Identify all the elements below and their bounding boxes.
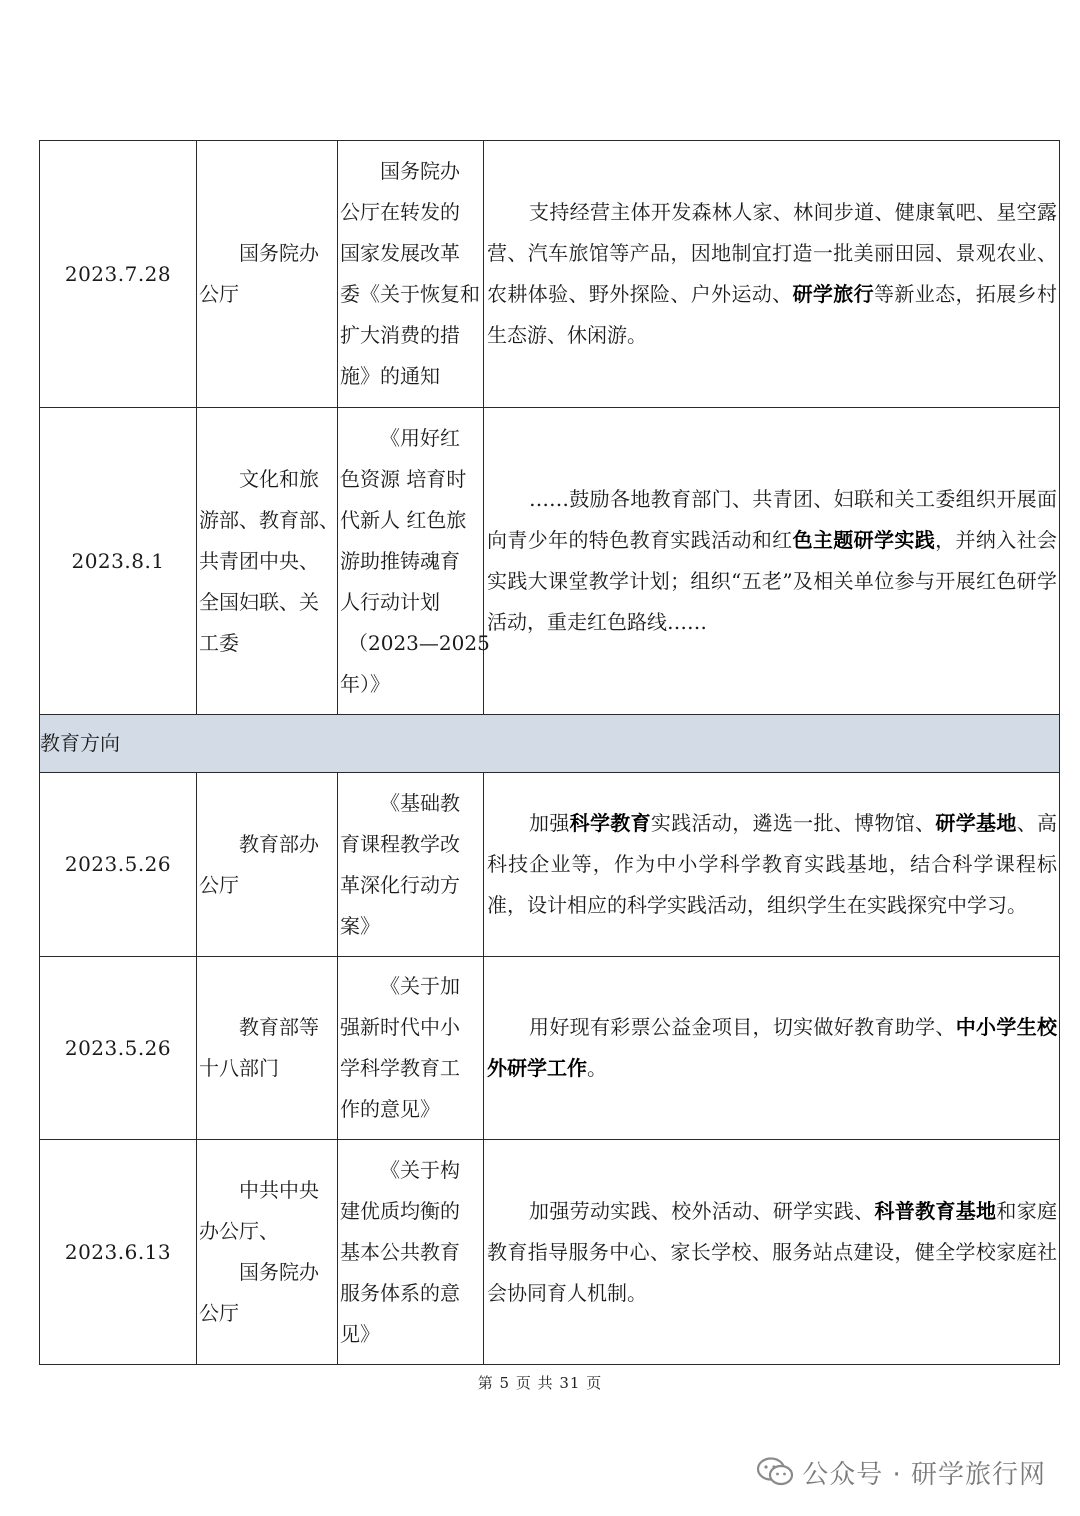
text-line: 十八部门 (199, 1056, 279, 1080)
text-line: 国务院办 (239, 241, 319, 265)
content-cell (484, 957, 1060, 1140)
text-line: 委《关于恢复和 (340, 282, 480, 306)
page-number: 第 5 页 共 31 页 (477, 1374, 603, 1392)
content-cell (484, 141, 1060, 408)
text-line: 革深化行动方 (340, 872, 460, 897)
text-line: 教育部等 (239, 1015, 319, 1039)
highlight-text: 科学教育 (569, 811, 651, 835)
text-line: 服务体系的意 (340, 1280, 460, 1305)
text-line: 中共中央 (239, 1178, 319, 1202)
text-line: 施》的通知 (340, 364, 440, 388)
text-line: 国务院办 (239, 1260, 319, 1284)
text-line: 游助推铸魂育 (340, 548, 460, 573)
date-cell: 2023.6.13 (40, 1140, 197, 1365)
date-cell: 2023.5.26 (40, 957, 197, 1140)
text-line: 案》 (340, 913, 380, 938)
text-line: 公厅 (199, 872, 239, 897)
section-row (40, 715, 1060, 773)
text-line: 色资源 培育时 (340, 466, 467, 491)
text-run: 实践活动，遴选一批、博物馆、 (650, 811, 936, 835)
text-line: 公厅 (199, 1301, 239, 1325)
text-line: 建优质均衡的 (340, 1198, 460, 1223)
dept-cell (197, 408, 338, 715)
text-line: （2023—2025 (348, 630, 490, 655)
text-run: 。 (587, 1056, 607, 1080)
date-cell: 2023.7.28 (40, 141, 197, 408)
text-line: 育课程教学改 (340, 831, 460, 856)
text-run: 、高科技企业等，作为中小学科学教育实践基地，结合科学课程标准，设计相应的科学实践活动，组织学生在实践探究中学习。 (487, 811, 1058, 917)
text-line: 作的意见》 (340, 1097, 440, 1121)
highlight-text: 研学基地 (935, 811, 1017, 835)
text-line: 学科学教育工 (340, 1056, 460, 1080)
text-line: 基本公共教育 (340, 1239, 460, 1264)
doc-cell (338, 957, 484, 1140)
content-cell (484, 1140, 1060, 1365)
wechat-icon (756, 1456, 794, 1488)
doc-cell (338, 1140, 484, 1365)
table-row (40, 408, 1060, 715)
content-cell (484, 773, 1060, 957)
text-line: 《关于构 (380, 1157, 460, 1182)
text-run: ，并纳入社会实践大课堂教学计划；组织“五老”及相关单位参与开展红色研学活动，重走红色路线…… (487, 528, 1058, 634)
text-line: 强新时代中小 (340, 1015, 460, 1039)
text-line: 扩大消费的措 (340, 323, 460, 347)
text-run: 等新业态，拓展乡村生态游、休闲游。 (487, 282, 1058, 347)
text-line: 工委 (199, 630, 239, 655)
highlight-text: 色主题研学实践 (792, 528, 936, 552)
watermark-text: 公众号 · 研学旅行网 (802, 1459, 1046, 1490)
doc-cell (338, 773, 484, 957)
text-run: 和家庭教育指导服务中心、家长学校、服务站点建设，健全学校家庭社会协同育人机制。 (487, 1198, 1058, 1305)
table-row (40, 957, 1060, 1140)
text-line: 《用好红 (380, 425, 460, 450)
table-row (40, 141, 1060, 408)
highlight-text: 科普教育基地 (874, 1198, 997, 1223)
text-line: 公厅 (199, 282, 239, 306)
watermark (756, 1452, 1046, 1492)
text-line: 年）》 (340, 671, 390, 696)
text-line: 国务院办 (380, 159, 460, 183)
text-line: 教育部办 (239, 831, 319, 856)
content-cell (484, 408, 1060, 715)
highlight-text: 中小学生校外研学工作 (487, 1015, 1058, 1080)
text-line: 《基础教 (380, 790, 460, 815)
dept-cell (197, 957, 338, 1140)
doc-cell (338, 408, 490, 715)
text-line: 人行动计划 (340, 589, 440, 614)
highlight-text: 研学旅行 (792, 282, 875, 306)
text-run: 加强 (529, 811, 570, 835)
text-line: 国家发展改革 (340, 241, 460, 265)
dept-cell (197, 773, 338, 957)
text-line: 办公厅、 (199, 1219, 279, 1243)
dept-cell (197, 141, 338, 408)
text-run: 用好现有彩票公益金项目，切实做好教育助学、 (529, 1015, 956, 1039)
section-heading: 教育方向 (40, 715, 1060, 773)
text-line: 公厅在转发的 (340, 200, 460, 224)
text-line: 《关于加 (380, 974, 460, 998)
text-run: 支持经营主体开发森林人家、林间步道、健康氧吧、星空露营、汽车旅馆等产品，因地制宜打造一批美丽田园、景观农业、农耕体验、野外探险、户外运动、 (487, 200, 1057, 306)
date-cell: 2023.8.1 (40, 408, 197, 715)
policy-table (39, 140, 1060, 1365)
date-cell: 2023.5.26 (40, 773, 197, 957)
doc-cell (338, 141, 484, 408)
text-line: 文化和旅 (239, 466, 319, 491)
text-line: 见》 (340, 1321, 380, 1346)
dept-cell (197, 1140, 338, 1365)
text-run: 加强劳动实践、校外活动、研学实践、 (529, 1198, 875, 1223)
text-run: ……鼓励各地教育部门、共青团、妇联和关工委组织开展面向青少年的特色教育实践活动和红 (487, 487, 1057, 552)
text-line: 共青团中央、 (199, 548, 319, 573)
text-line: 代新人 红色旅 (340, 507, 467, 532)
table-row (40, 773, 1060, 957)
text-line: 全国妇联、关 (199, 589, 319, 614)
table-row (40, 1140, 1060, 1365)
text-line: 游部、教育部、 (199, 507, 339, 532)
